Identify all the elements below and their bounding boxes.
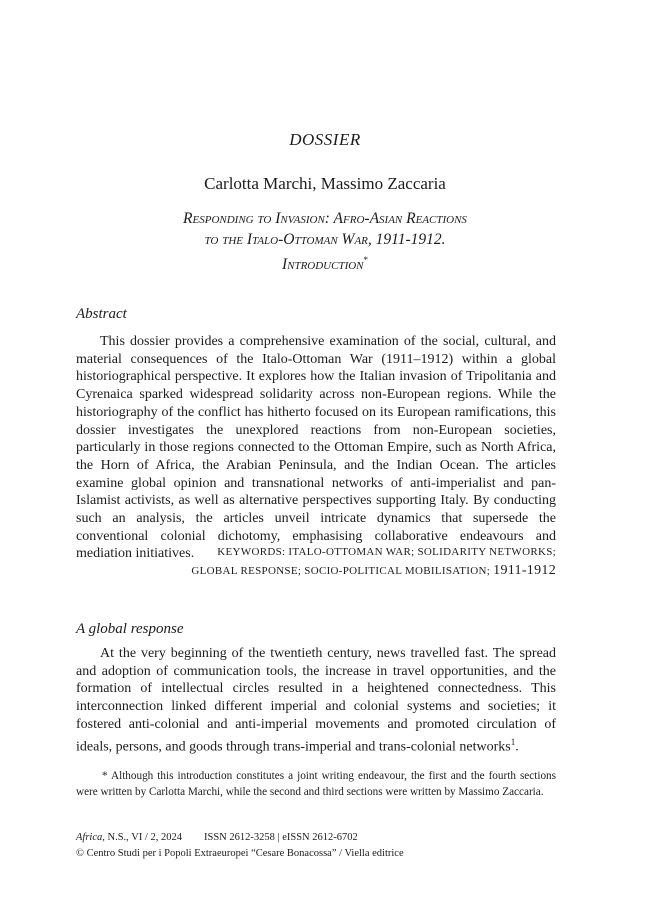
section-end: . xyxy=(515,739,519,755)
footer-line-1 xyxy=(76,830,404,846)
footer-copyright: © Centro Studi per i Popoli Extraeuropei “Cesare Bonacossa” / Viella editrice xyxy=(76,848,404,859)
section-text xyxy=(76,645,556,756)
footer xyxy=(76,830,404,862)
title-line-3-text: Introduction xyxy=(281,256,364,274)
journal-issue: , N.S., VI / 2, 2024 xyxy=(102,832,182,843)
title-line-1: Responding to Invasion: Afro-Asian Reactions xyxy=(183,210,467,227)
keywords xyxy=(76,544,556,580)
title-line-3 xyxy=(60,250,590,275)
keywords-line-1: KEYWORDS: ITALO-OTTOMAN WAR; SOLIDARITY NETWORKS; xyxy=(217,546,556,558)
footnote: * Although this introduction constitutes a joint writing endeavour, the first and the fourth sections were written by Carlotta Marchi, while the second and third sections were written by Massimo Zaccaria. xyxy=(76,770,556,798)
section-body: At the very beginning of the twentieth century, news travelled fast. The spread and adoption of communication tools, the increase in travel opportunities, and the formation of intellectual circles resulted in a heightened connectedness. This interconnection linked different imperial and colonial systems and societies; it fostered anti-colonial and anti-imperial movements and promoted circulation of ideals, persons, and goods through trans-imperial and trans-colonial networks xyxy=(76,646,556,755)
keywords-line-2 xyxy=(76,562,556,581)
abstract-heading: Abstract xyxy=(76,306,127,322)
authors: Carlotta Marchi, Massimo Zaccaria xyxy=(204,174,446,193)
keywords-line-2-text: GLOBAL RESPONSE; SOCIO-POLITICAL MOBILISATION; xyxy=(191,564,491,577)
article-title xyxy=(60,208,590,275)
abstract-text: This dossier provides a comprehensive examination of the social, cultural, and material consequences of the Italo-Ottoman War (1911–1912) within a global historiographical perspective. It explores how the Italian invasion of Tripolitania and Cyrenaica sparked widespread solidarity across non-European regions. While the historiography of the conflict has hitherto focused on its European ramifications, this dossier investigates the unexplored reactions from non-European societies, particularly in those regions connected to the Ottoman Empire, such as North Africa, the Horn of Africa, the Arabian Peninsula, and the Indian Ocean. The articles examine global opinion and transnational networks of anti-imperialist and pan-Islamist activists, as well as alternative perspectives supporting Italy. By conducting such an analysis, the articles unveil intricate dynamics that supersede the conventional colonial dichotomy, emphasising collaborative endeavours and mediation initiatives. xyxy=(76,334,556,562)
footnote-ref: 1 xyxy=(510,736,516,747)
section-label: DOSSIER xyxy=(289,130,361,149)
title-footnote-mark: * xyxy=(363,255,369,265)
section-heading: A global response xyxy=(76,621,184,637)
keywords-year: 1911-1912 xyxy=(493,562,556,578)
journal-name: Africa xyxy=(76,832,103,843)
title-line-2: to the Italo-Ottoman War, 1911-1912. xyxy=(204,231,446,248)
journal-issn: ISSN 2612-3258 | eISSN 2612-6702 xyxy=(203,832,358,843)
